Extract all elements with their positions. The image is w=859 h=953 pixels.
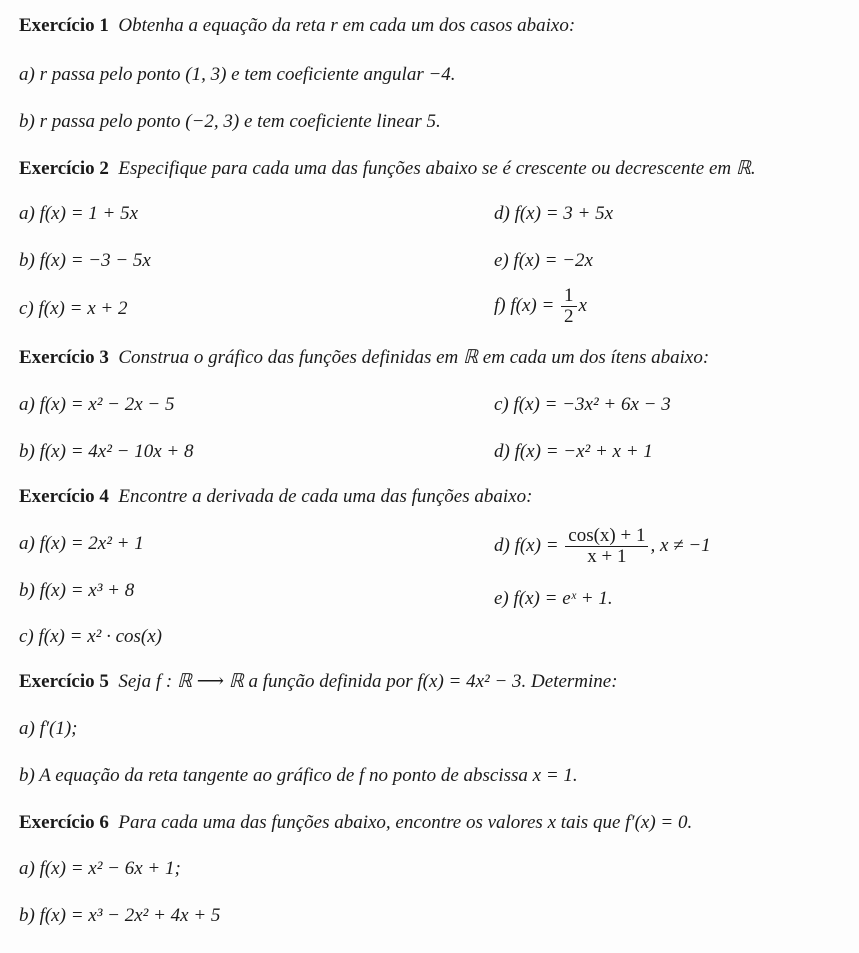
exercise-2-item-d: d) f(x) = 3 + 5x: [494, 203, 614, 224]
exercise-2-item-f: [494, 286, 587, 327]
exercise-4-item-a: a) f(x) = 2x² + 1: [19, 533, 144, 554]
exercise-6-statement: Para cada uma das funções abaixo, encontre os valores x tais que f′(x) = 0.: [118, 812, 693, 833]
exercise-2-item-c: c) f(x) = x + 2: [19, 298, 128, 319]
exercise-4-item-b: b) f(x) = x³ + 8: [19, 580, 135, 601]
exercise-6-item-b: b) f(x) = x³ − 2x² + 4x + 5: [19, 905, 221, 926]
fraction-numerator: 1: [561, 286, 577, 307]
exercise-5-header: [19, 670, 618, 694]
fraction-denominator: x + 1: [587, 546, 627, 567]
exercise-4-item-d: [494, 526, 711, 567]
exercise-2-statement: Especifique para cada uma das funções abaixo se é crescente ou decrescente em ℝ.: [118, 158, 756, 179]
exercise-4-item-c: c) f(x) = x² · cos(x): [19, 626, 162, 647]
fraction-numerator: cos(x) + 1: [565, 526, 648, 547]
fraction-denominator: 2: [564, 306, 574, 327]
exercise-3-item-c: c) f(x) = −3x² + 6x − 3: [494, 394, 671, 415]
exercise-3-item-b: b) f(x) = 4x² − 10x + 8: [19, 441, 194, 462]
exercise-1-header: [19, 14, 575, 38]
fraction-one-half: [561, 286, 577, 327]
exercise-3-item-d: d) f(x) = −x² + x + 1: [494, 441, 653, 462]
exercise-5-item-b: b) A equação da reta tangente ao gráfico de f no ponto de abscissa x = 1.: [19, 765, 578, 786]
exercise-2-item-a: a) f(x) = 1 + 5x: [19, 203, 139, 224]
exercise-1-item-b: b) r passa pelo ponto (−2, 3) e tem coeficiente linear 5.: [19, 111, 441, 132]
exercise-2-title: Exercício 2: [19, 158, 109, 179]
exercise-4-item-d-prefix: d) f(x) =: [494, 534, 559, 556]
exercise-4-item-e: e) f(x) = eˣ + 1.: [494, 588, 613, 609]
exercise-2-item-e: e) f(x) = −2x: [494, 250, 593, 271]
exercise-2-item-b: b) f(x) = −3 − 5x: [19, 250, 151, 271]
exercise-4-header: [19, 485, 532, 509]
exercise-5-item-a: a) f′(1);: [19, 718, 78, 739]
exercise-3-title: Exercício 3: [19, 347, 109, 368]
exercise-6-header: [19, 811, 692, 835]
exercise-6-item-a: a) f(x) = x² − 6x + 1;: [19, 858, 181, 879]
exercise-3-item-a: a) f(x) = x² − 2x − 5: [19, 394, 175, 415]
exercise-4-title: Exercício 4: [19, 486, 109, 507]
exercise-4-statement: Encontre a derivada de cada uma das funções abaixo:: [118, 486, 533, 507]
exercise-1-title: Exercício 1: [19, 15, 109, 36]
exercise-6-title: Exercício 6: [19, 812, 109, 833]
fraction-cos-over-x: [565, 526, 648, 567]
exercise-3-statement: Construa o gráfico das funções definidas em ℝ em cada um dos ítens abaixo:: [118, 347, 710, 368]
exercise-2-item-f-suffix: x: [578, 294, 587, 316]
exercise-5-title: Exercício 5: [19, 671, 109, 692]
exercise-5-statement: Seja f : ℝ ⟶ ℝ a função definida por f(x) = 4x² − 3. Determine:: [118, 671, 618, 692]
exercise-2-header: [19, 157, 756, 181]
exercise-3-header: [19, 346, 709, 370]
exercise-4-item-d-suffix: , x ≠ −1: [650, 534, 711, 556]
exercise-1-item-a: a) r passa pelo ponto (1, 3) e tem coeficiente angular −4.: [19, 64, 456, 85]
exercise-2-item-f-prefix: f) f(x) =: [494, 294, 555, 316]
exercise-1-statement: Obtenha a equação da reta r em cada um dos casos abaixo:: [118, 15, 576, 36]
